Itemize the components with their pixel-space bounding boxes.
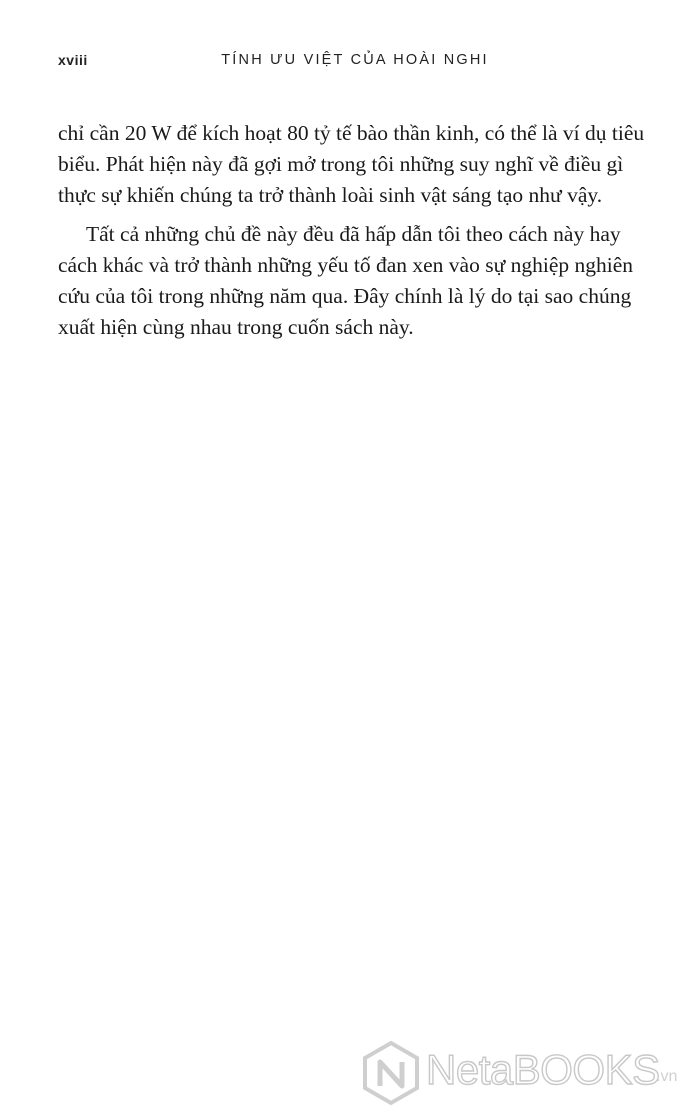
- running-head: [58, 52, 652, 74]
- watermark-brand: NetaBOOKS: [426, 1046, 660, 1093]
- book-title: TÍNH ƯU VIỆT CỦA HOÀI NGHI: [221, 52, 489, 68]
- hexagon-n-logo-icon: [360, 1040, 422, 1106]
- body-text: [58, 118, 664, 343]
- watermark: [360, 1038, 690, 1108]
- watermark-suffix: .vn: [656, 1068, 678, 1085]
- page-number: xviii: [58, 52, 88, 68]
- paragraph-2: Tất cả những chủ đề này đều đã hấp dẫn tôi theo cách này hay cách khác và trở thành những yếu tố đan xen vào sự nghiệp nghiên cứu của tôi trong những năm qua. Đây chính là lý do tại sao chúng xuất hiện cùng nhau trong cuốn sách này.: [58, 222, 633, 339]
- paragraph-1: chỉ cần 20 W để kích hoạt 80 tỷ tế bào thần kinh, có thể là ví dụ tiêu biểu. Phát hiện này đã gợi mở trong tôi những suy nghĩ về điều gì thực sự khiến chúng ta trở thành loài sinh vật sáng tạo như vậy.: [58, 121, 645, 207]
